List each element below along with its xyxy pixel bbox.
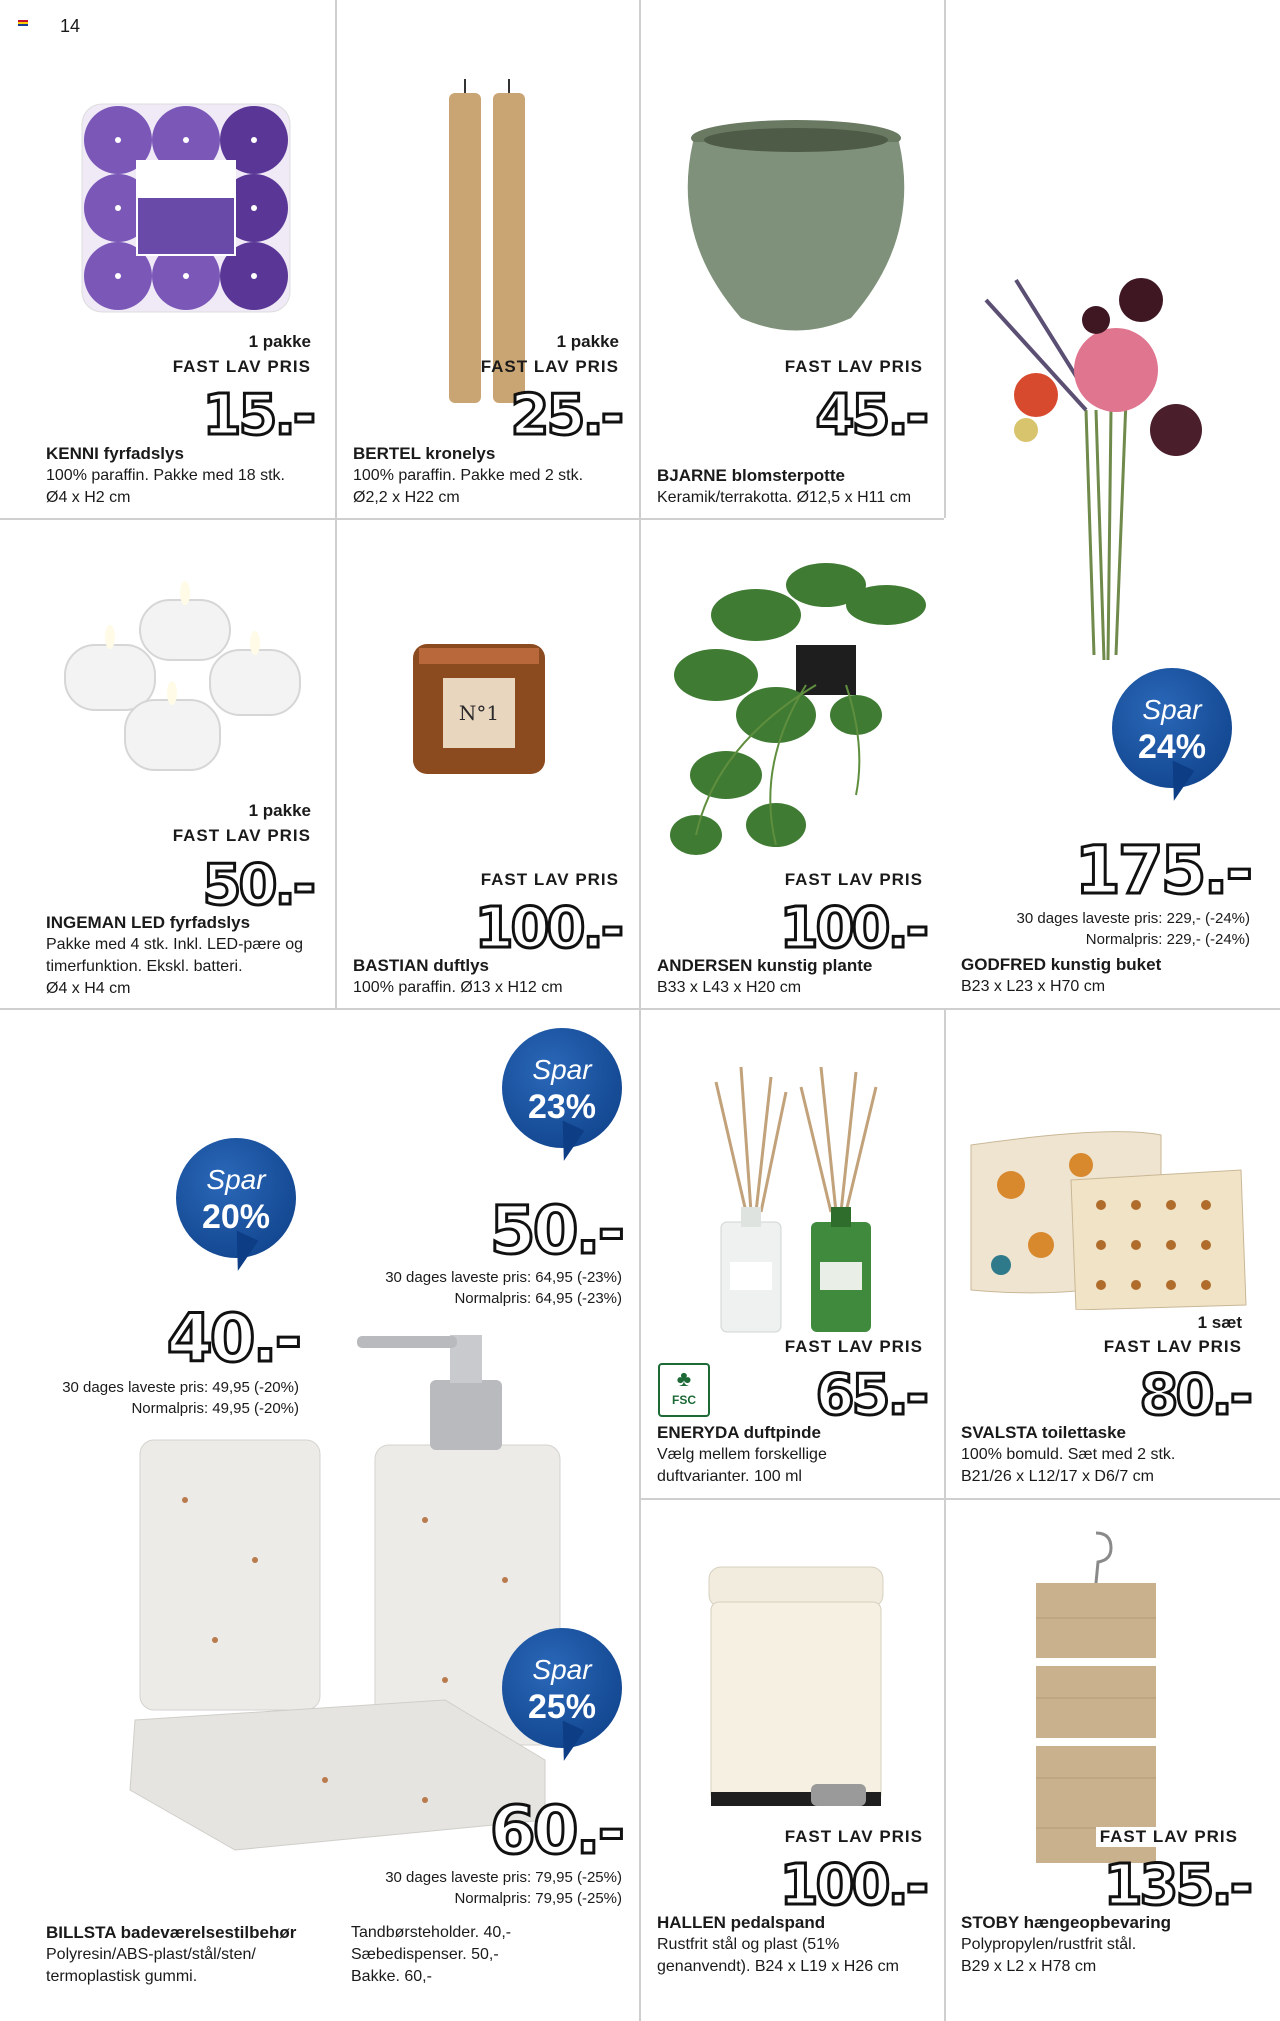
hanging-organizer-image: [1026, 1528, 1166, 1868]
pedal-bin-image: [701, 1562, 891, 1822]
badge-percent: 23%: [527, 1088, 597, 1126]
product-desc-1: Keramik/terrakotta. Ø12,5 x H11 cm: [657, 489, 912, 506]
badge-percent: 20%: [201, 1198, 271, 1236]
product-desc-2: Ø4 x H2 cm: [46, 489, 131, 506]
lowest-price-note: 30 dages laveste pris: 229,- (-24%): [1016, 910, 1250, 927]
price: 60.-: [489, 1792, 622, 1869]
product-bjarne[interactable]: [641, 0, 944, 518]
product-desc-2: timerfunktion. Ekskl. batteri.: [46, 958, 243, 975]
fast-low-price-label: FAST LAV PRIS: [1103, 1337, 1242, 1356]
purple-tealights-image: [76, 98, 296, 318]
product-desc-1: 100% bomuld. Sæt med 2 stk.: [961, 1446, 1176, 1463]
fast-low-price-label: FAST LAV PRIS: [172, 826, 311, 845]
jar-label: N°1: [458, 701, 500, 725]
product-name: ENERYDA duftpinde: [657, 1423, 822, 1442]
savings-badge: [502, 1028, 622, 1148]
price: 45.-: [815, 383, 926, 448]
product-desc-2: genanvendt). B24 x L19 x H26 cm: [657, 1958, 899, 1975]
badge-spar: Spar: [206, 1164, 266, 1195]
led-tealights-image: [60, 575, 310, 785]
product-name: STOBY hængeopbevaring: [961, 1913, 1172, 1932]
fast-low-price-label: FAST LAV PRIS: [784, 357, 923, 376]
product-bertel[interactable]: [337, 0, 639, 518]
product-desc-2: duftvarianter. 100 ml: [657, 1468, 802, 1485]
product-desc-1: Polypropylen/rustfrit stål.: [961, 1936, 1137, 1953]
product-desc-2: termoplastisk gummi.: [46, 1968, 198, 1985]
fast-low-price-label: FAST LAV PRIS: [480, 870, 619, 889]
product-name: INGEMAN LED fyrfadslys: [46, 913, 251, 932]
product-godfred[interactable]: [946, 0, 1280, 1008]
hanging-plant-image: [656, 545, 936, 875]
product-ingeman[interactable]: [0, 520, 335, 1008]
item-price-2: Sæbedispenser. 50,-: [351, 1946, 499, 1963]
fast-low-price-label: FAST LAV PRIS: [784, 1827, 923, 1846]
amber-candle-image: [409, 640, 549, 780]
product-desc-1: 100% paraffin. Pakke med 18 stk.: [46, 467, 285, 484]
product-desc-1: B33 x L43 x H20 cm: [657, 979, 802, 996]
normal-price-note: Normalpris: 64,95 (-23%): [454, 1290, 622, 1307]
floral-pouches-image: [961, 1125, 1251, 1310]
product-kenni[interactable]: [0, 0, 335, 518]
item-price-3: Bakke. 60,-: [351, 1968, 432, 1985]
product-andersen[interactable]: [641, 520, 944, 1008]
product-desc-2: B21/26 x L12/17 x D6/7 cm: [961, 1468, 1154, 1485]
fsc-logo: [658, 1363, 710, 1417]
fast-low-price-label: FAST LAV PRIS: [480, 357, 619, 376]
taper-candles-image: [437, 75, 537, 405]
product-name: BERTEL kronelys: [353, 444, 496, 463]
badge-percent: 24%: [1137, 728, 1207, 766]
green-pot-image: [681, 118, 911, 338]
product-stoby[interactable]: [946, 1500, 1280, 2021]
price: 135.-: [1103, 1853, 1250, 1918]
product-eneryda[interactable]: [641, 1010, 944, 1498]
normal-price-note: Normalpris: 79,95 (-25%): [454, 1890, 622, 1907]
product-desc-2: Ø2,2 x H22 cm: [353, 489, 460, 506]
product-name: KENNI fyrfadslys: [46, 444, 184, 463]
product-svalsta[interactable]: [946, 1010, 1280, 1498]
fast-low-price-label: FAST LAV PRIS: [1096, 1827, 1242, 1847]
lowest-price-note: 30 dages laveste pris: 64,95 (-23%): [385, 1269, 622, 1286]
price: 50.-: [489, 1192, 622, 1269]
fsc-text: FSC: [672, 1393, 696, 1407]
product-desc-1: 100% paraffin. Ø13 x H12 cm: [353, 979, 563, 996]
lowest-price-note: 30 dages laveste pris: 79,95 (-25%): [385, 1869, 622, 1886]
product-bastian[interactable]: [337, 520, 639, 1008]
product-name: BILLSTA badeværelsestilbehør: [46, 1923, 297, 1942]
product-desc-3: Ø4 x H4 cm: [46, 980, 131, 997]
price: 100.-: [474, 896, 621, 961]
product-desc-1: Rustfrit stål og plast (51%: [657, 1936, 840, 1953]
savings-badge: [1112, 668, 1232, 788]
quantity-label: 1 sæt: [1197, 1313, 1242, 1332]
price: 40.-: [166, 1300, 299, 1377]
item-price-1: Tandbørsteholder. 40,-: [351, 1924, 512, 1941]
product-desc-1: Vælg mellem forskellige: [657, 1446, 827, 1463]
product-desc-2: B29 x L2 x H78 cm: [961, 1958, 1097, 1975]
price: 50.-: [202, 853, 313, 918]
normal-price-note: Normalpris: 49,95 (-20%): [131, 1400, 299, 1417]
price: 175.-: [1074, 832, 1250, 909]
product-name: SVALSTA toilettaske: [961, 1423, 1126, 1442]
product-name: BJARNE blomsterpotte: [657, 466, 845, 485]
price: 15.-: [202, 383, 313, 448]
fast-low-price-label: FAST LAV PRIS: [172, 357, 311, 376]
product-name: ANDERSEN kunstig plante: [657, 956, 873, 975]
product-desc-1: Polyresin/ABS-plast/stål/sten/: [46, 1946, 256, 1963]
badge-spar: Spar: [532, 1054, 592, 1085]
product-billsta[interactable]: [0, 1010, 639, 2021]
price: 100.-: [779, 896, 926, 961]
normal-price-note: Normalpris: 229,- (-24%): [1085, 931, 1250, 948]
price: 80.-: [1139, 1363, 1250, 1428]
savings-badge: [502, 1628, 622, 1748]
badge-spar: Spar: [1142, 694, 1202, 725]
product-name: GODFRED kunstig buket: [961, 955, 1162, 974]
price: 100.-: [779, 1853, 926, 1918]
quantity-label: 1 pakke: [556, 332, 619, 351]
product-desc-1: B23 x L23 x H70 cm: [961, 978, 1106, 995]
quantity-label: 1 pakke: [248, 801, 311, 820]
product-name: BASTIAN duftlys: [353, 956, 489, 975]
price: 65.-: [815, 1363, 926, 1428]
badge-spar: Spar: [532, 1654, 592, 1685]
fast-low-price-label: FAST LAV PRIS: [784, 870, 923, 889]
quantity-label: 1 pakke: [248, 332, 311, 351]
fast-low-price-label: FAST LAV PRIS: [784, 1337, 923, 1356]
product-desc-1: 100% paraffin. Pakke med 2 stk.: [353, 467, 584, 484]
badge-percent: 25%: [527, 1688, 597, 1726]
product-desc-1: Pakke med 4 stk. Inkl. LED-pære og: [46, 936, 303, 953]
price: 25.-: [510, 383, 621, 448]
reed-diffusers-image: [706, 1062, 886, 1342]
lowest-price-note: 30 dages laveste pris: 49,95 (-20%): [62, 1379, 299, 1396]
page-number: 14: [60, 16, 81, 36]
product-name: HALLEN pedalspand: [657, 1913, 826, 1932]
savings-badge: [176, 1138, 296, 1258]
flower-bouquet-image: [976, 260, 1236, 670]
fsc-tree-icon: ♣: [676, 1366, 692, 1391]
product-hallen[interactable]: [641, 1500, 944, 2021]
